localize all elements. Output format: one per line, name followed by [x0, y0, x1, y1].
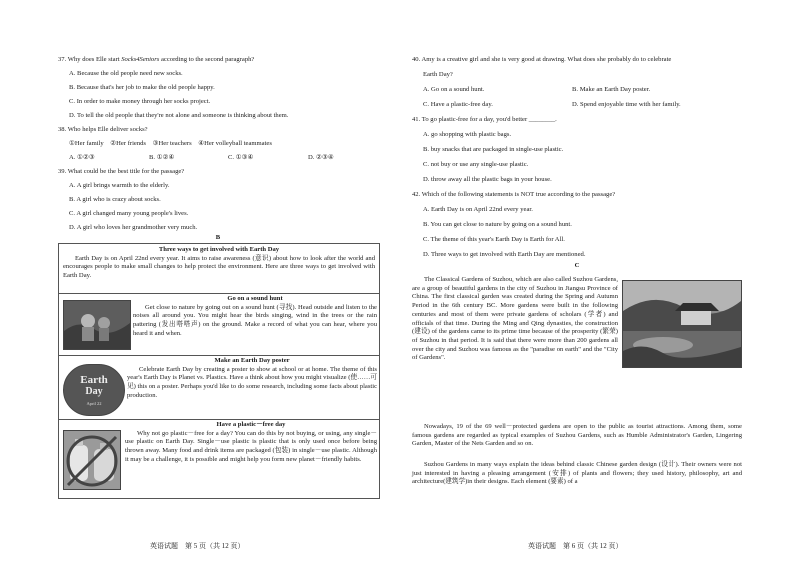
- q42-stem: 42. Which of the following statements is NOT true according to the passage?: [412, 191, 616, 198]
- q41-option-a: A. go shopping with plastic bags.: [423, 131, 512, 138]
- q38-items: ①Her family ②Her friends ③Her teachers ④Her volleyball teammates: [69, 140, 272, 147]
- way2-text: Celebrate Earth Day by creating a poster to show at school or at home. The theme of this year's Earth Day is Planet vs. Plastics. Have a think about how you might visualize (使……可见) this on a poster. Perhaps you'd like to do some research, including some facts about plastic production.: [127, 365, 377, 399]
- q39-option-b: B. A girl who is crazy about socks.: [69, 196, 161, 203]
- box-title: Three ways to get involved with Earth Day: [158, 246, 280, 253]
- way1-text-block: [133, 295, 377, 339]
- passage-c-p1-top: [412, 276, 742, 373]
- section-b-label: B: [215, 234, 221, 241]
- q38-option-c: C. ①③④: [228, 154, 254, 161]
- earth-day-poster-image: [63, 364, 125, 416]
- poster-word-earth: Earth: [80, 374, 108, 386]
- passage-c-paragraph-1: The Classical Gardens of Suzhou, which are also called Suzhou Gardens, are a group of beautiful gardens in the city of Suzhou in Jiangsu Province of China. The first classical garden was created during the Spring and Autumn Period in the 6th century BC. More gardens were built in the following centuries and most of them were private gardens of scholars (学者) and officials of that time. During the Ming and Qing dynasties, the construction (建设) of the gardens came to its prime time because of the prosperity (繁荣) of Suzhou in that period. It is said that there were more than 200 gardens all over the city and Suzhou was famous as the "paradise on earth" and the "City of Gardens".: [412, 276, 618, 362]
- way2-text-block: [127, 357, 377, 401]
- way1-row: [59, 293, 379, 356]
- way1-title: Go on a sound hunt: [227, 295, 283, 302]
- way3-title: Have a plastic－free day: [216, 421, 286, 428]
- way3-row: [59, 419, 379, 499]
- q40-option-b: B. Make an Earth Day poster.: [572, 86, 651, 93]
- q40-option-c: C. Have a plastic-free day.: [423, 101, 493, 108]
- way3-text-block: [125, 421, 377, 465]
- q38-option-a: A. ①②③: [69, 154, 95, 161]
- way2-row: [59, 355, 379, 420]
- q38-option-b: B. ①②④: [149, 154, 175, 161]
- sound-hunt-photo: [63, 300, 131, 350]
- section-c-label: C: [574, 262, 580, 269]
- q37-option-d: D. To tell the old people that they're not alone and someone is thinking about them.: [69, 112, 289, 119]
- earth-day-box: [58, 243, 380, 499]
- photo-spacer: [618, 276, 742, 373]
- q41-stem: 41. To go plastic-free for a day, you'd better ________.: [412, 116, 557, 123]
- plastic-bottles-image: [63, 430, 121, 490]
- q38-option-d: D. ②③④: [308, 154, 334, 161]
- q40-stem-continued: Earth Day?: [423, 71, 453, 78]
- poster-date: April 22: [86, 401, 102, 406]
- right-page-footer: 英语试题 第 6 页（共 12 页）: [528, 542, 623, 550]
- poster-word-day: Day: [85, 386, 103, 397]
- earth-day-intro-block: [63, 246, 375, 281]
- way3-text: Why not go plastic－free for a day? You can do this by not buying, or using, any single－use plastic on Earth Day. Single－use plastic is plastic that is only used once before being thrown away. Many food and drink items are packaged (包装) in single－use plastic. Although it may be a challenge, it is possible and might help you form new planet－friendly habits.: [125, 429, 377, 463]
- q40-option-d: D. Spend enjoyable time with her family.: [572, 101, 681, 108]
- q42-option-c: C. The theme of this year's Earth Day is Earth for All.: [423, 236, 565, 243]
- q39-option-a: A. A girl brings warmth to the elderly.: [69, 182, 170, 189]
- q42-option-a: A. Earth Day is on April 22nd every year.: [423, 206, 533, 213]
- way1-text: Get close to nature by going out on a sound hunt (寻找). Head outside and listen to the noises all around you. You might hear the birds singing, wind in the trees or the rain pattering (发出嗒嗒声) on the ground. Make a record of what you can hear, where you heard it and when.: [133, 303, 377, 337]
- q37-option-c: C. In order to make money through her socks project.: [69, 98, 211, 105]
- left-page-footer: 英语试题 第 5 页（共 12 页）: [150, 542, 245, 550]
- q41-option-b: B. buy snacks that are packaged in single-use plastic.: [423, 146, 564, 153]
- q37-option-a: A. Because the old people need new socks.: [69, 70, 183, 77]
- q39-option-c: C. A girl changed many young people's lives.: [69, 210, 189, 217]
- q37-stem: 37. Why does Elle start Socks4Seniors according to the second paragraph?: [58, 56, 255, 63]
- passage-c-paragraph-3: Suzhou Gardens in many ways explain the ideas behind classic Chinese garden design (设计). Their owners were not just interested in having a pleasing arrangement (安排) of plants and flowers; they used history, philosophy, art and architecture(建筑学)in their designs. Each element (要素) of a: [412, 461, 742, 486]
- q40-option-a: A. Go on a sound hunt.: [423, 86, 485, 93]
- q42-option-b: B. You can get close to nature by going on a sound hunt.: [423, 221, 572, 228]
- box-intro: Earth Day is on April 22nd every year. It aims to raise awareness (意识) about how to look after the world and encourages people to make small changes to help protect the environment. Here are three ways to get involved with Earth Day.: [63, 254, 375, 280]
- q37-option-b: B. Because that's her job to make the old people happy.: [69, 84, 215, 91]
- q41-option-c: C. not buy or use any single-use plastic.: [423, 161, 529, 168]
- passage-c-paragraph-2: Nowadays, 19 of the 69 well－protected gardens are open to the public as tourist attractions. Among them, some famous gardens are regarded as typical examples of Suzhou Gardens, such as Humble Administrator's Garden, Lingering Garden, Master of the Nets Garden and so on.: [412, 423, 742, 448]
- q41-option-d: D. throw away all the plastic bags in your house.: [423, 176, 552, 183]
- q39-option-d: D. A girl who loves her grandmother very much.: [69, 224, 198, 231]
- q40-stem: 40. Amy is a creative girl and she is very good at drawing. What does she probably do to celebrate: [412, 56, 672, 63]
- q42-option-d: D. Three ways to get involved with Earth Day are mentioned.: [423, 251, 586, 258]
- q39-stem: 39. What could be the best title for the passage?: [58, 168, 185, 175]
- way2-title: Make an Earth Day poster: [214, 357, 290, 364]
- q38-stem: 38. Who helps Elle deliver socks?: [58, 126, 148, 133]
